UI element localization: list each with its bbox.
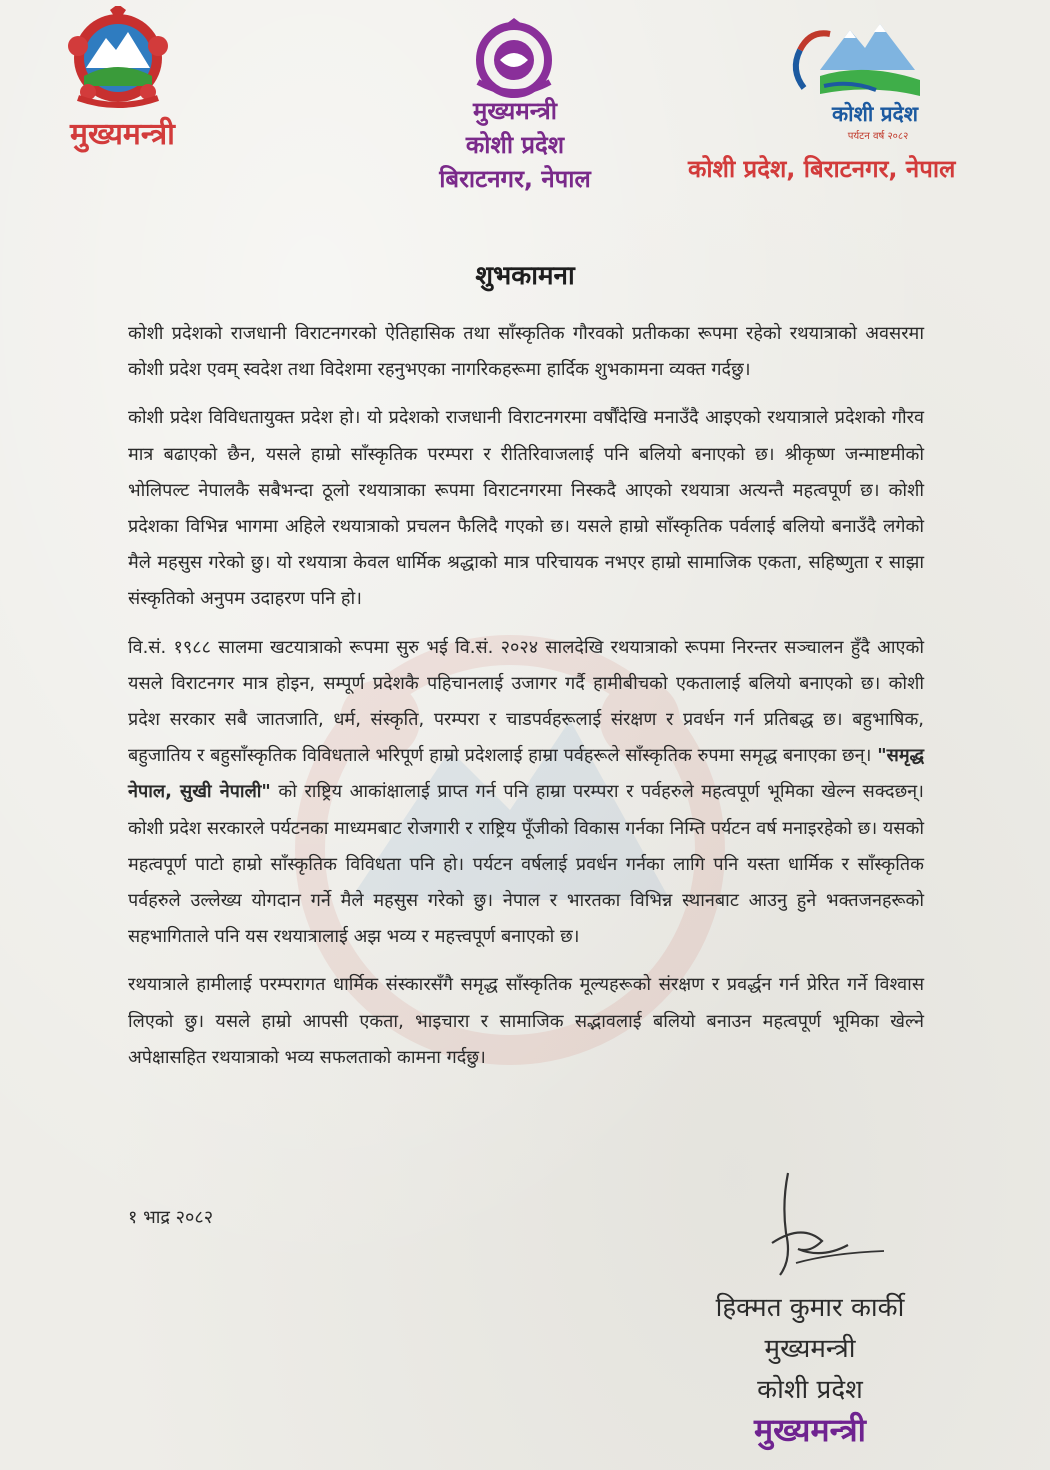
signatory-name: हिक्मत कुमार कार्की — [715, 1293, 905, 1323]
right-logo-caption: कोशी प्रदेश — [832, 102, 918, 126]
official-stamp: मुख्यमन्त्री — [754, 1411, 866, 1449]
paragraph-3-main: कोशी प्रदेश सरकार सबै जातजाति, धर्म, संस्कृति, परम्परा र चाडपर्वहरूलाई संरक्षण र प्रवर्धन गर्न प्रतिबद्ध छ। बहुभाषिक, बहुजातिय र बहुसाँस्कृतिक विविधताले भरिपूर्ण हाम्रो प्रदेशलाई हाम्रा पर्वहरूले साँस्कृतिक रुपमा समृद्ध बनाएका छन्। — [128, 672, 924, 767]
letter-date: १ भाद्र २०८२ — [128, 1207, 214, 1228]
letter-title: शुभकामना — [475, 261, 575, 291]
nepal-emblem-logo — [58, 6, 178, 110]
signatory-designation: मुख्यमन्त्री — [764, 1334, 856, 1364]
paragraph-4: रथयात्राले हामीलाई परम्परागत धार्मिक संस्कारसँगै समृद्ध साँस्कृतिक मूल्यहरूको संरक्षण र प्रवर्द्धन गर्न प्रेरित गर्ने विश्वास लिएको छु। यसले हाम्रो आपसी एकता, भाइचारा र सामाजिक सद्भावलाई बलियो बनाउन महत्वपूर्ण भूमिका खेल्ने अपेक्षासहित रथयात्राको भव्य सफलताको कामना गर्दछु। — [128, 974, 924, 1068]
signatory-block — [660, 1288, 960, 1411]
left-logo-label: मुख्यमन्त्री — [70, 117, 175, 152]
slogan: "समृद्ध नेपाल, सुखी नेपाली" — [128, 745, 924, 803]
center-province: कोशी प्रदेश — [465, 131, 565, 159]
paragraph-3-end: को राष्ट्रिय आकांक्षालाई प्राप्त गर्न पनि हाम्रा परम्परा र पर्वहरुले महत्वपूर्ण भूमिका खेल्न सक्दछन्। कोशी प्रदेश सरकारले पर्यटनका माध्यमबाट रोजगारी र राष्ट्रिय पूँजीको विकास गर्नका निम्ति पर्यटन वर्ष मनाइरहेको छ। यसको महत्वपूर्ण पाटो हाम्रो साँस्कृतिक विविधता पनि हो। पर्यटन वर्षलाई प्रवर्धन गर्नका लागि पनि यस्ता धार्मिक र साँस्कृतिक पर्वहरुले उल्लेख्य योगदान गर्ने मैले महसुस गरेको छु। नेपाल र भारतका विभिन्न स्थानबाट आउनु हुने भक्तजनहरूको सहभागिताले पनि यस रथयात्रालाई अझ भव्य र महत्त्वपूर्ण बनाएको छ। — [128, 781, 924, 948]
right-logo-subcaption: पर्यटन वर्ष २०८२ — [847, 131, 909, 142]
center-letterhead-text — [400, 94, 630, 196]
paragraph-3-intro: वि.सं. १९८८ सालमा खटयात्राको रूपमा सुरु भई वि.सं. २०२४ सालदेखि रथयात्राको रूपमा निरन्तर सञ्चालन हुँदै आएको यसले विराटनगर मात्र होइन, सम्पूर्ण प्रदेशकै पहिचानलाई उजागर गर्दै हामीबीचको एकतालाई बलियो बनाएको छ। — [128, 636, 924, 694]
paragraph-2: कोशी प्रदेश विविधतायुक्त प्रदेश हो। यो प्रदेशको राजधानी विराटनगरमा वर्षौंदेखि मनाउँदै आइएको रथयात्राले प्रदेशको गौरव मात्र बढाएको छैन, यसले हाम्रो साँस्कृतिक परम्परा र रीतिरिवाजलाई पनि बलियो बनाएको छ। श्रीकृष्ण जन्माष्टमीको भोलिपल्ट नेपालकै सबैभन्दा ठूलो रथयात्राका रूपमा विराटनगरमा निस्कदै आएको रथयात्रा अत्यन्तै महत्वपूर्ण छ। कोशी प्रदेशका विभिन्न भागमा अहिले रथयात्राको प्रचलन फैलिदै गएको छ। यसले हाम्रो साँस्कृतिक पर्वलाई बलियो बनाउँदै लगेको मैले महसुस गरेको छु। यो रथयात्रा केवल धार्मिक श्रद्धाको मात्र परिचायक नभएर हाम्रो सामाजिक एकता, सहिष्णुता र साझा संस्कृतिको अनुपम उदाहरण पनि हो। — [128, 407, 924, 610]
center-city: बिराटनगर, नेपाल — [439, 165, 591, 193]
signatory-province: कोशी प्रदेश — [757, 1375, 863, 1405]
signature-image — [752, 1163, 892, 1293]
right-address: कोशी प्रदेश, बिराटनगर, नेपाल — [688, 155, 956, 183]
chief-minister-seal-logo — [466, 18, 562, 98]
paragraph-1: कोशी प्रदेशको राजधानी विराटनगरको ऐतिहासिक तथा साँस्कृतिक गौरवको प्रतीकका रूपमा रहेको रथयात्राको अवसरमा कोशी प्रदेश एवम् स्वदेश तथा विदेशमा रहनुभएका नागरिकहरूमा हार्दिक शुभकामना व्यक्त गर्दछु। — [128, 323, 924, 381]
center-title: मुख्यमन्त्री — [473, 97, 557, 125]
letter-body — [128, 316, 924, 1088]
paragraph-3 — [128, 630, 924, 956]
